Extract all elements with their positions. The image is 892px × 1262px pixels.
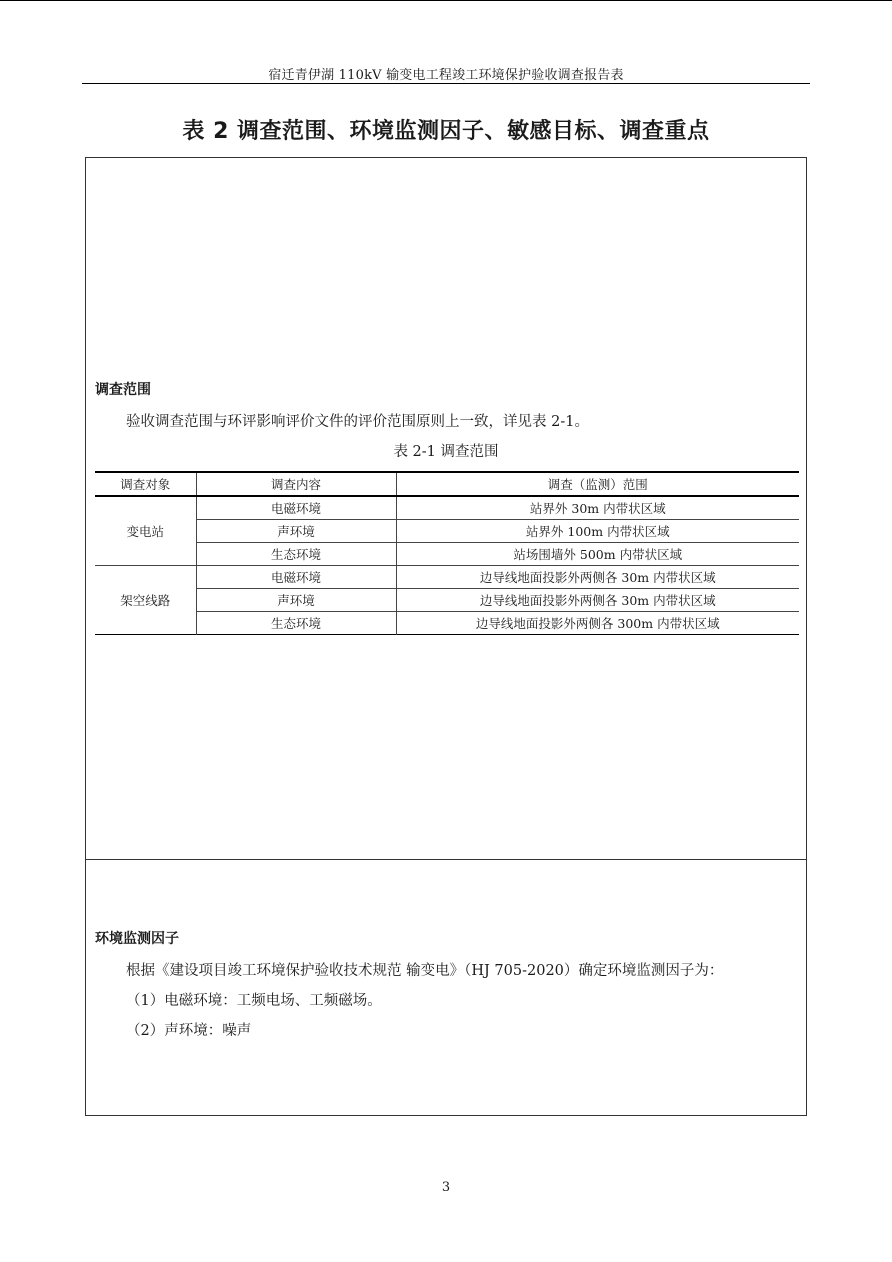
header-rule: [82, 83, 810, 84]
page-number: 3: [441, 1180, 451, 1195]
monitoring-factors-paragraph: 根据《建设项目竣工环境保护验收技术规范 输变电》（HJ 705-2020）确定环境监测因子为：: [126, 963, 724, 979]
table-caption: 表 2-1 调查范围: [393, 444, 499, 460]
factor-item-acoustic: （2）声环境：噪声: [126, 1023, 252, 1039]
content-cell: 声环境: [196, 520, 396, 543]
monitoring-factors-frame: [85, 859, 807, 1116]
header-object: 调查对象: [120, 477, 171, 492]
range-cell: 边导线地面投影外两侧各 30m 内带状区域: [396, 566, 799, 589]
header-content: 调查内容: [196, 472, 396, 496]
table-row: [95, 520, 799, 543]
range-cell: 边导线地面投影外两侧各 300m 内带状区域: [396, 612, 799, 635]
range-cell: 站场围墙外 500m 内带状区域: [396, 543, 799, 566]
running-header: 宿迁青伊湖 110kV 输变电工程竣工环境保护验收调查报告表: [268, 68, 624, 83]
table-header-row: [95, 472, 799, 496]
object-overhead-line: 架空线路: [120, 593, 171, 608]
content-cell: 生态环境: [196, 543, 396, 566]
factor-item-electromagnetic: （1）电磁环境：工频电场、工频磁场。: [126, 993, 382, 1009]
table-row: [95, 589, 799, 612]
content-cell: 声环境: [196, 589, 396, 612]
top-border: [0, 0, 892, 1]
header-range: 调查（监测）范围: [396, 472, 799, 496]
content-cell: 电磁环境: [196, 496, 396, 520]
content-cell: 电磁环境: [196, 566, 396, 589]
table-row: [95, 543, 799, 566]
survey-scope-paragraph: 验收调查范围与环评影响评价文件的评价范围原则上一致，详见表 2-1。: [126, 414, 589, 430]
table-row: [95, 566, 799, 589]
document-title: 表 2 调查范围、环境监测因子、敏感目标、调查重点: [182, 119, 710, 144]
range-cell: 站界外 100m 内带状区域: [396, 520, 799, 543]
table-row: [95, 496, 799, 520]
content-cell: 生态环境: [196, 612, 396, 635]
object-substation: 变电站: [126, 524, 164, 539]
survey-scope-heading: 调查范围: [95, 382, 151, 398]
survey-scope-frame: [85, 157, 807, 860]
survey-scope-table: [95, 471, 799, 635]
range-cell: 站界外 30m 内带状区域: [396, 496, 799, 520]
range-cell: 边导线地面投影外两侧各 30m 内带状区域: [396, 589, 799, 612]
monitoring-factors-heading: 环境监测因子: [95, 931, 179, 947]
table-row: [95, 612, 799, 635]
